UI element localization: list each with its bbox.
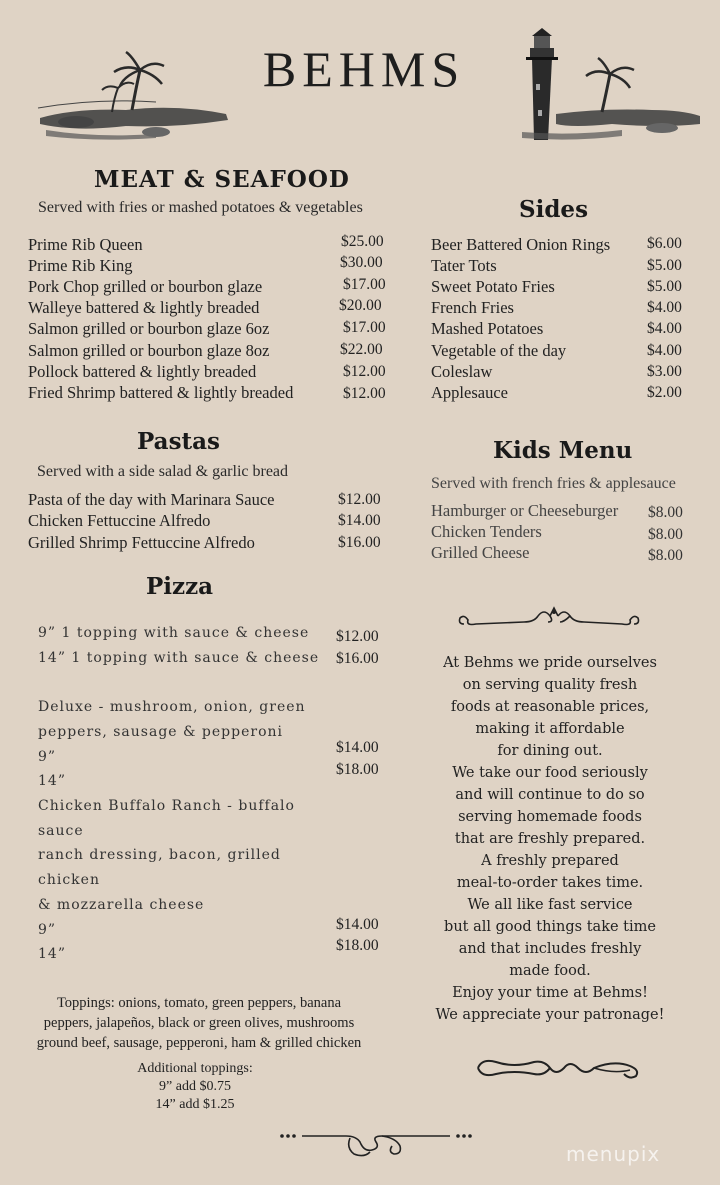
about-line: serving homemade foods <box>458 809 642 825</box>
about-line: for dining out. <box>497 743 603 759</box>
about-text <box>420 652 680 1026</box>
pasta-item-name: Grilled Shrimp Fettuccine Alfredo <box>28 533 255 552</box>
watermark: menupix <box>566 1142 661 1166</box>
buffalo-pizza-line: Chicken Buffalo Ranch - buffalo <box>38 798 295 814</box>
additional-toppings-line: 14” add $1.25 <box>155 1097 235 1112</box>
bottom-flourish-icon <box>276 1128 476 1162</box>
menu-item-name: Walleye battered & lightly breaded <box>28 298 260 317</box>
sides-heading: Sides <box>519 196 589 223</box>
side-item-name: Vegetable of the day <box>431 341 567 360</box>
menu-item-name: Salmon grilled or bourbon glaze 6oz <box>28 319 270 338</box>
menu-item-price: $20.00 <box>339 297 382 314</box>
side-item-price: $2.00 <box>647 384 682 401</box>
toppings-line: ground beef, sausage, pepperoni, ham & grilled chicken <box>36 1035 362 1051</box>
menu-item-price: $12.00 <box>343 363 386 380</box>
menu-item-name: Prime Rib Queen <box>28 235 143 254</box>
deluxe-pizza-line: Deluxe - mushroom, onion, green <box>38 699 306 715</box>
side-item-name: Coleslaw <box>431 362 493 381</box>
restaurant-title: BEHMS <box>262 41 466 97</box>
deluxe-size-small: 9” <box>38 749 57 765</box>
kids-item-price: $8.00 <box>648 526 683 543</box>
menu-item-name: Pork Chop grilled or bourbon glaze <box>28 277 263 296</box>
pizza-heading: Pizza <box>146 573 214 600</box>
side-item-name: Beer Battered Onion Rings <box>431 235 611 254</box>
deluxe-pizza-line: peppers, sausage & pepperoni <box>38 724 283 740</box>
menu-item-name: Salmon grilled or bourbon glaze 8oz <box>28 341 270 360</box>
meat-seafood-subtitle: Served with fries or mashed potatoes & vegetables <box>38 199 363 216</box>
about-line: but all good things take time <box>444 919 656 935</box>
additional-toppings-line: Additional toppings: <box>137 1061 253 1076</box>
toppings-line: peppers, jalapeños, black or green olives, mushrooms <box>43 1015 355 1031</box>
kids-item-name: Hamburger or Cheeseburger <box>431 501 619 520</box>
side-item-price: $5.00 <box>647 257 682 274</box>
about-line: on serving quality fresh <box>462 677 638 693</box>
deluxe-size-large: 14” <box>38 773 66 789</box>
pastas-heading: Pastas <box>137 428 221 455</box>
menu-item-price: $17.00 <box>343 319 386 336</box>
menu-item-name: Fried Shrimp battered & lightly breaded <box>28 383 294 402</box>
about-line: We all like fast service <box>467 897 633 913</box>
about-line: making it affordable <box>475 721 625 737</box>
pasta-item-price: $14.00 <box>338 512 381 529</box>
menu-item-name: Pollock battered & lightly breaded <box>28 362 257 381</box>
buffalo-price-small: $14.00 <box>336 916 379 933</box>
about-line: Enjoy your time at Behms! <box>452 985 648 1001</box>
about-line: foods at reasonable prices, <box>450 699 650 715</box>
side-item-price: $3.00 <box>647 363 682 380</box>
deluxe-price-small: $14.00 <box>336 739 379 756</box>
pizza-item-price: $12.00 <box>336 628 379 645</box>
side-item-name: Tater Tots <box>431 256 497 275</box>
pasta-item-name: Chicken Fettuccine Alfredo <box>28 511 211 530</box>
menu-item-price: $12.00 <box>343 385 386 402</box>
side-item-name: French Fries <box>431 298 514 317</box>
deluxe-price-large: $18.00 <box>336 761 379 778</box>
kids-item-price: $8.00 <box>648 547 683 564</box>
about-line: At Behms we pride ourselves <box>443 655 657 671</box>
buffalo-pizza-line: chicken <box>38 872 100 888</box>
side-item-name: Applesauce <box>431 383 508 402</box>
flourish-divider-icon <box>454 604 644 636</box>
menu-item-price: $25.00 <box>341 233 384 250</box>
additional-toppings <box>100 1060 290 1114</box>
flourish-swirl-icon <box>474 1054 644 1082</box>
kids-item-name: Grilled Cheese <box>431 543 530 562</box>
side-item-price: $5.00 <box>647 278 682 295</box>
about-line: and that includes freshly <box>458 941 642 957</box>
buffalo-pizza-line: sauce <box>38 823 84 839</box>
side-item-name: Mashed Potatoes <box>431 319 544 338</box>
pasta-item-price: $16.00 <box>338 534 381 551</box>
pizza-item-name: 9” 1 topping with sauce & cheese <box>38 625 310 641</box>
buffalo-size-large: 14” <box>38 946 66 962</box>
toppings-list <box>16 993 382 1053</box>
toppings-line: Toppings: onions, tomato, green peppers, banana <box>56 995 342 1011</box>
side-item-name: Sweet Potato Fries <box>431 277 555 296</box>
pasta-item-price: $12.00 <box>338 491 381 508</box>
buffalo-price-large: $18.00 <box>336 937 379 954</box>
pasta-item-name: Pasta of the day with Marinara Sauce <box>28 490 275 509</box>
buffalo-pizza-line: & mozzarella cheese <box>38 897 205 913</box>
kids-item-name: Chicken Tenders <box>431 522 542 541</box>
about-line: We take our food seriously <box>452 765 648 781</box>
side-item-price: $4.00 <box>647 299 682 316</box>
about-line: and will continue to do so <box>455 787 645 803</box>
kids-menu-subtitle: Served with french fries & applesauce <box>431 475 676 492</box>
side-item-price: $4.00 <box>647 342 682 359</box>
menu-item-price: $22.00 <box>340 341 383 358</box>
kids-item-price: $8.00 <box>648 504 683 521</box>
about-line: We appreciate your patronage! <box>435 1007 665 1023</box>
meat-seafood-heading: MEAT & SEAFOOD <box>94 166 350 193</box>
menu-item-price: $17.00 <box>343 276 386 293</box>
side-item-price: $4.00 <box>647 320 682 337</box>
side-item-price: $6.00 <box>647 235 682 252</box>
about-line: that are freshly prepared. <box>454 831 646 847</box>
additional-toppings-line: 9” add $0.75 <box>159 1079 231 1094</box>
pastas-subtitle: Served with a side salad & garlic bread <box>37 463 289 480</box>
menu-item-name: Prime Rib King <box>28 256 133 275</box>
kids-menu-heading: Kids Menu <box>493 437 633 464</box>
lighthouse-illustration <box>512 24 704 148</box>
menu-item-price: $30.00 <box>340 254 383 271</box>
buffalo-size-small: 9” <box>38 922 57 938</box>
buffalo-pizza-line: ranch dressing, bacon, grilled <box>38 847 281 863</box>
about-line: A freshly prepared <box>481 853 619 869</box>
about-line: made food. <box>509 963 591 979</box>
pizza-item-name: 14” 1 topping with sauce & cheese <box>38 650 320 666</box>
pizza-item-price: $16.00 <box>336 650 379 667</box>
about-line: meal-to-order takes time. <box>456 875 644 891</box>
